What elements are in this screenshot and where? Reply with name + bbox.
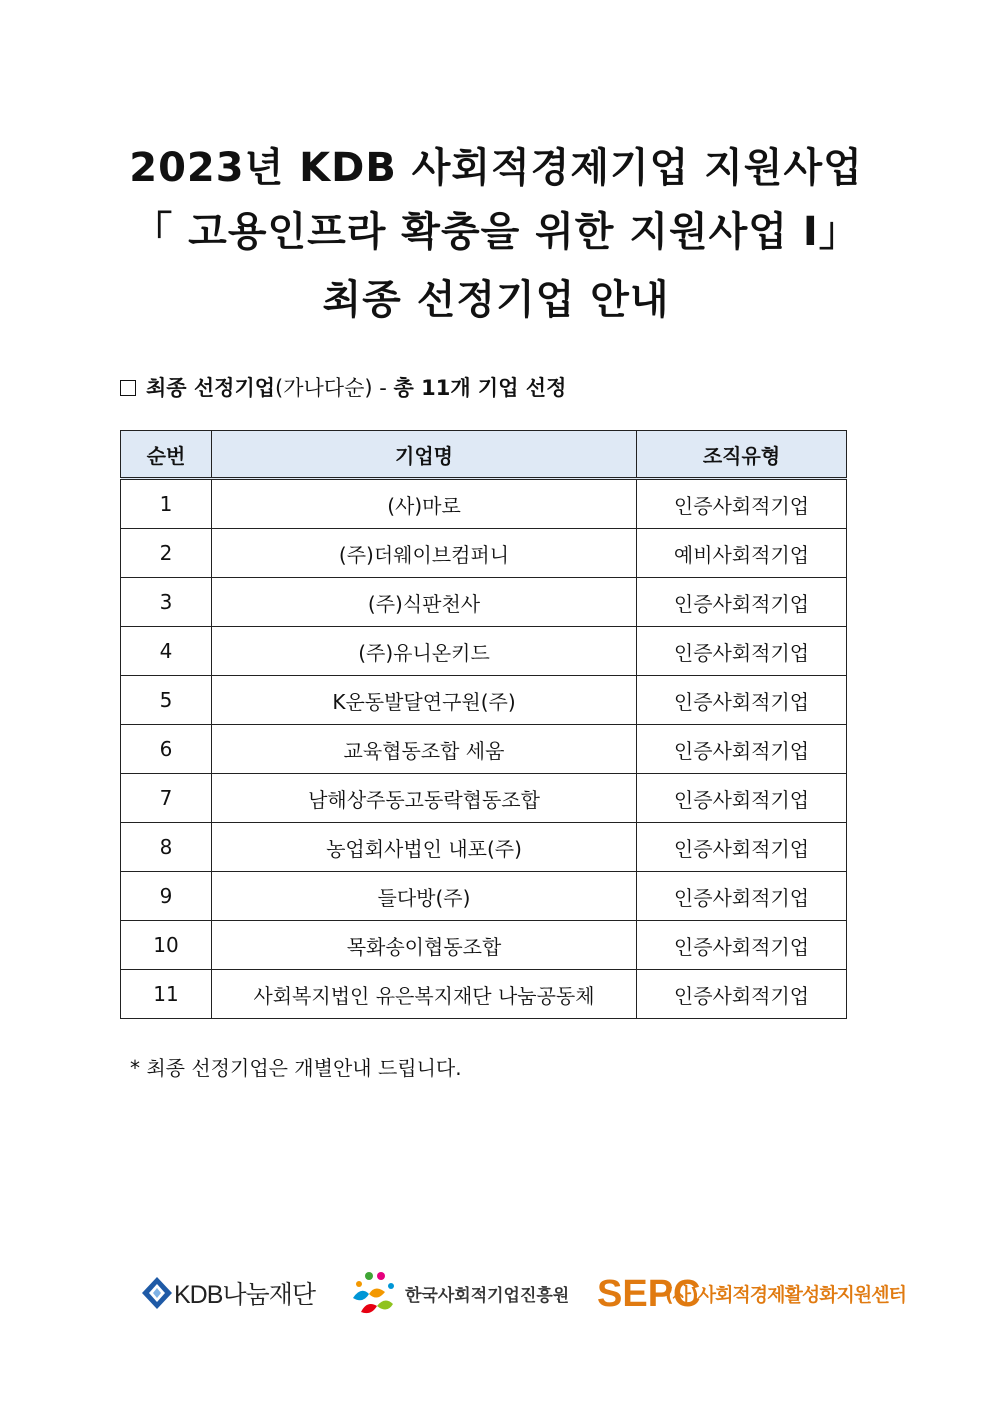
table-row bbox=[121, 479, 847, 529]
cell-type: 인증사회적기업 bbox=[637, 627, 847, 676]
table-row bbox=[121, 872, 847, 921]
kosea-logo bbox=[347, 1268, 569, 1318]
column-header-number: 순번 bbox=[121, 431, 212, 479]
kdb-logo-text: KDB나눔재단 bbox=[174, 1281, 316, 1309]
column-header-type: 조직유형 bbox=[637, 431, 847, 479]
cell-company: 남해상주동고동락협동조합 bbox=[212, 774, 637, 823]
sepc-logo-text: (사)사회적경제활성화지원센터 bbox=[665, 1283, 906, 1306]
checkbox-square-icon bbox=[120, 380, 136, 396]
cell-type: 인증사회적기업 bbox=[637, 872, 847, 921]
footnote: * 최종 선정기업은 개별안내 드립니다. bbox=[130, 1056, 462, 1080]
cell-type: 인증사회적기업 bbox=[637, 970, 847, 1019]
cell-number: 5 bbox=[121, 676, 212, 725]
table-row bbox=[121, 774, 847, 823]
page-title-line-3: 최종 선정기업 안내 bbox=[322, 277, 670, 323]
page-title-line-2: 「 고용인프라 확충을 위한 지원사업 Ⅰ」 bbox=[132, 209, 860, 255]
cell-number: 11 bbox=[121, 970, 212, 1019]
column-header-company: 기업명 bbox=[212, 431, 637, 479]
cell-company: 농업회사법인 내포(주) bbox=[212, 823, 637, 872]
sponsor-logos bbox=[0, 1268, 992, 1328]
kosea-logo-text: 한국사회적기업진흥원 bbox=[405, 1285, 570, 1306]
table-row bbox=[121, 823, 847, 872]
sepc-mark-text: SEPC bbox=[597, 1273, 701, 1315]
cell-company: (주)유니온키드 bbox=[212, 627, 637, 676]
cell-number: 1 bbox=[121, 479, 212, 529]
cell-type: 인증사회적기업 bbox=[637, 774, 847, 823]
section-heading bbox=[120, 372, 566, 402]
cell-number: 3 bbox=[121, 578, 212, 627]
cell-type: 인증사회적기업 bbox=[637, 479, 847, 529]
cell-company: 사회복지법인 유은복지재단 나눔공동체 bbox=[212, 970, 637, 1019]
cell-company: (사)마로 bbox=[212, 479, 637, 529]
kdb-foundation-logo bbox=[140, 1268, 315, 1318]
cell-number: 7 bbox=[121, 774, 212, 823]
cell-number: 9 bbox=[121, 872, 212, 921]
cell-type: 인증사회적기업 bbox=[637, 676, 847, 725]
section-heading-bold: 최종 선정기업 bbox=[146, 376, 276, 400]
table-row bbox=[121, 725, 847, 774]
cell-company: (주)더웨이브컴퍼니 bbox=[212, 529, 637, 578]
cell-number: 2 bbox=[121, 529, 212, 578]
table-row bbox=[121, 970, 847, 1019]
table-row bbox=[121, 921, 847, 970]
cell-company: (주)식판천사 bbox=[212, 578, 637, 627]
table-row bbox=[121, 676, 847, 725]
cell-type: 예비사회적기업 bbox=[637, 529, 847, 578]
cell-number: 6 bbox=[121, 725, 212, 774]
sepc-mark-icon bbox=[597, 1273, 701, 1315]
cell-number: 4 bbox=[121, 627, 212, 676]
selected-companies-table bbox=[120, 430, 847, 1019]
cell-company: 교육협동조합 세움 bbox=[212, 725, 637, 774]
section-heading-dash: - bbox=[372, 376, 394, 400]
cell-type: 인증사회적기업 bbox=[637, 725, 847, 774]
cell-number: 8 bbox=[121, 823, 212, 872]
cell-type: 인증사회적기업 bbox=[637, 823, 847, 872]
cell-company: 들다방(주) bbox=[212, 872, 637, 921]
table-header-row bbox=[121, 431, 847, 479]
cell-company: K운동발달연구원(주) bbox=[212, 676, 637, 725]
cell-company: 목화송이협동조합 bbox=[212, 921, 637, 970]
cell-type: 인증사회적기업 bbox=[637, 921, 847, 970]
table-row bbox=[121, 578, 847, 627]
table-row bbox=[121, 529, 847, 578]
section-heading-order: (가나다순) bbox=[275, 376, 373, 400]
kdb-diamond-icon bbox=[140, 1275, 174, 1311]
table-row bbox=[121, 627, 847, 676]
kosea-people-icon bbox=[347, 1268, 405, 1318]
cell-number: 10 bbox=[121, 921, 212, 970]
section-heading-count: 총 11개 기업 선정 bbox=[393, 376, 567, 400]
cell-type: 인증사회적기업 bbox=[637, 578, 847, 627]
sepc-logo bbox=[597, 1268, 906, 1318]
page-title-line-1: 2023년 KDB 사회적경제기업 지원사업 bbox=[129, 145, 863, 191]
